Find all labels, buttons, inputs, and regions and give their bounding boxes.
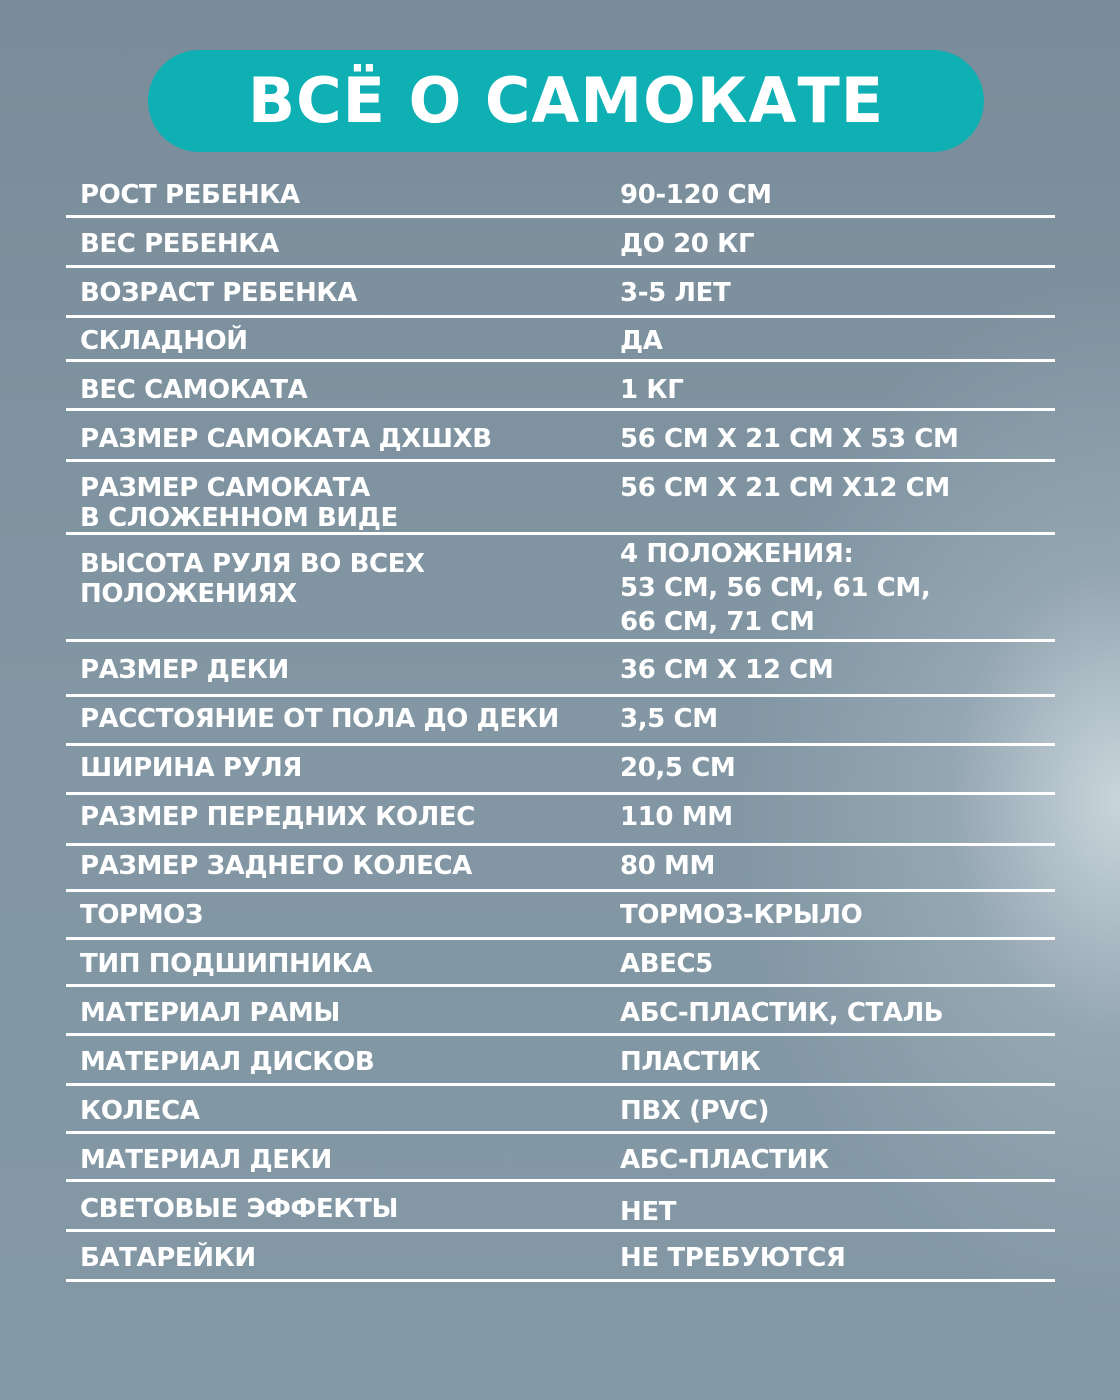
spec-label: СВЕТОВЫЕ ЭФФЕКТЫ [80,1194,399,1224]
spec-value: НЕТ [620,1197,677,1227]
spec-label: МАТЕРИАЛ ДЕКИ [80,1145,332,1175]
spec-value: НЕ ТРЕБУЮТСЯ [620,1243,846,1273]
spec-row [66,1036,1055,1086]
spec-label: МАТЕРИАЛ РАМЫ [80,998,340,1028]
spec-value: АБС-ПЛАСТИК, СТАЛЬ [620,998,944,1028]
spec-label: РОСТ РЕБЕНКА [80,180,300,210]
spec-label: ТИП ПОДШИПНИКА [80,949,373,979]
spec-row [66,1134,1055,1182]
spec-label: РАССТОЯНИЕ ОТ ПОЛА ДО ДЕКИ [80,704,559,734]
spec-value: ДА [620,326,663,356]
spec-row [66,987,1055,1036]
spec-row [66,846,1055,892]
spec-label: ШИРИНА РУЛЯ [80,753,302,783]
spec-value: ABEC5 [620,949,713,979]
spec-label: РАЗМЕР ДЕКИ [80,655,289,685]
spec-value: ПЛАСТИК [620,1047,761,1077]
spec-row [66,642,1055,697]
spec-value: ТОРМОЗ-КРЫЛО [620,900,863,930]
spec-row [66,362,1055,411]
spec-row [66,411,1055,462]
spec-row [66,892,1055,940]
spec-row [66,170,1055,218]
spec-label: РАЗМЕР САМОКАТА ДХШХВ [80,424,492,454]
spec-label: СКЛАДНОЙ [80,326,248,356]
spec-row [66,940,1055,987]
spec-value: 1 КГ [620,375,684,405]
spec-row [66,218,1055,268]
spec-table [66,170,1055,1282]
spec-row [66,697,1055,746]
spec-value: 56 СМ Х 21 СМ Х12 СМ [620,473,950,503]
spec-label: ВОЗРАСТ РЕБЕНКА [80,278,357,308]
spec-row [66,268,1055,318]
spec-value: 20,5 СМ [620,753,736,783]
spec-row [66,1086,1055,1134]
spec-value: 4 ПОЛОЖЕНИЯ: 53 СМ, 56 СМ, 61 СМ, 66 СМ, 71 СМ [620,539,931,637]
spec-row [66,1182,1055,1232]
spec-value: ПВХ (PVC) [620,1096,770,1126]
spec-value: 80 ММ [620,851,715,881]
spec-value: 36 СМ Х 12 СМ [620,655,834,685]
spec-label: РАЗМЕР САМОКАТА В СЛОЖЕННОМ ВИДЕ [80,473,398,533]
title-banner [148,50,984,152]
spec-row [66,462,1055,535]
spec-row [66,1232,1055,1282]
spec-label: ТОРМОЗ [80,900,203,930]
spec-row [66,746,1055,795]
spec-value: 90-120 СМ [620,180,772,210]
spec-label: БАТАРЕЙКИ [80,1243,256,1273]
spec-row [66,318,1055,362]
spec-label: ВЕС САМОКАТА [80,375,308,405]
spec-label: МАТЕРИАЛ ДИСКОВ [80,1047,375,1077]
spec-label: РАЗМЕР ПЕРЕДНИХ КОЛЕС [80,802,475,832]
spec-value: 56 СМ Х 21 СМ Х 53 СМ [620,424,959,454]
spec-label: КОЛЕСА [80,1096,200,1126]
spec-label: ВЕС РЕБЕНКА [80,229,279,259]
page-title: ВСЁ О САМОКАТЕ [247,64,885,137]
spec-value: 3,5 СМ [620,704,718,734]
spec-label: ВЫСОТА РУЛЯ ВО ВСЕХ ПОЛОЖЕНИЯХ [80,549,425,609]
spec-row [66,535,1055,642]
spec-label: РАЗМЕР ЗАДНЕГО КОЛЕСА [80,851,472,881]
spec-value: 110 ММ [620,802,733,832]
spec-row [66,795,1055,846]
spec-value: ДО 20 КГ [620,229,755,259]
spec-value: АБС-ПЛАСТИК [620,1145,829,1175]
spec-value: 3-5 ЛЕТ [620,278,731,308]
